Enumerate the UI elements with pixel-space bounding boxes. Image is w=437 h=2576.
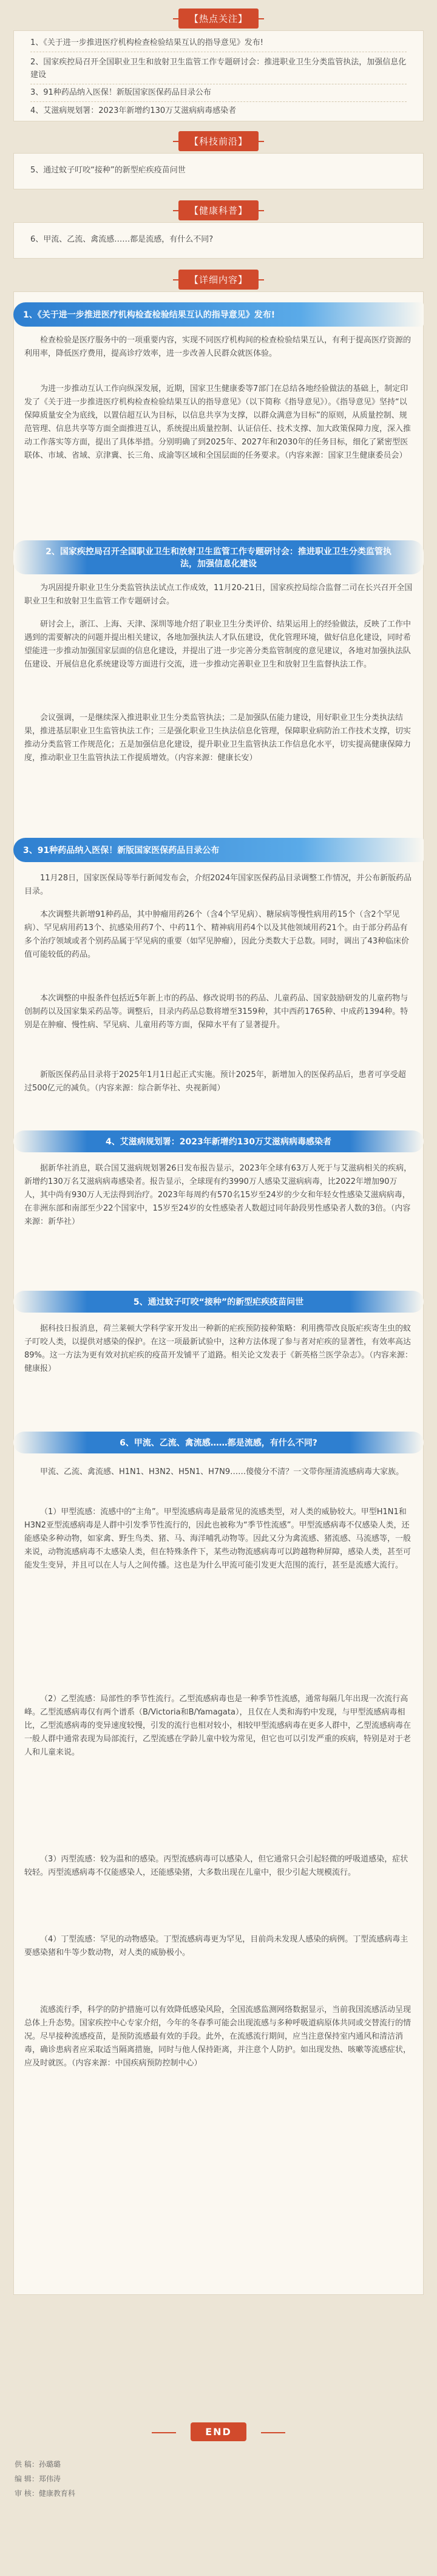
detail-2-para-2: 研讨会上，浙江、上海、天津、深圳等地介绍了职业卫生分类评价、结果运用上的经验做法，反映了工作中遇到的需要解决的问题并提出相关建议，各地加强执法人才队伍建设，优化管理环境，做好信息化建设，同时希望能进一步推动加强国家层面的信息化建设，并提出了进一步完善分类监管制度的意见建议，各地对加强执法队伍建设、开展信息化系统建设等方面进行交流，进一步推动完善职业卫生和放射卫生监督执法工作。	[24, 620, 412, 669]
science-item-5[interactable]: 5、通过蚊子叮咬“接种”的新型疟疾疫苗问世	[30, 166, 186, 175]
detail-title-4: 4、艾滋病规划署：2023年新增约130万艾滋病病毒感染者	[13, 1130, 424, 1152]
detail-6-para-2: （1）甲型流感：流感中的“主角”。甲型流感病毒是最常见的流感类型，对人类的威胁较大。甲型H1N1和H3N2亚型流感病毒是人群中引发季节性流行的，因此也被称为“季节性流感”。甲型流感病毒不仅感染人类，还能感染多种动物，如家禽、野生鸟类、猪、马、海洋哺乳动物等。因此又分为禽流感、猪流感、马流感等，一般来说，动物流感病毒不太感染人类，但在特殊条件下，某些动物流感病毒可以跨越物种屏障，感染人类，甚至可能发生变异，并且可以在人与人之间传播。这也是为什么甲流可能引发更大范围的流行，甚至是流感大流行。	[24, 1507, 412, 1570]
section-tag-hot: 【热点关注】	[178, 8, 259, 29]
detail-title-2: 2、国家疾控局召开全国职业卫生和放射卫生监管工作专题研讨会：推进职业卫生分类监管执法，加强信息化建设	[13, 540, 424, 574]
detail-title-5: 5、通过蚊子叮咬“接种”的新型疟疾疫苗问世	[13, 1291, 424, 1313]
health-item-6[interactable]: 6、甲流、乙流、禽流感……都是流感，有什么不同?	[30, 235, 214, 244]
hot-item-4[interactable]: 4、艾滋病规划署：2023年新增约130万艾滋病病毒感染者	[30, 106, 237, 115]
detail-title-6: 6、甲流、乙流、禽流感……都是流感，有什么不同?	[13, 1432, 424, 1453]
section-header-health	[0, 200, 437, 220]
credit-editor: 编 辑：郑伟涛	[15, 2475, 61, 2483]
section-tag-science: 【科技前沿】	[178, 131, 259, 151]
detail-3-para-1: 11月28日，国家医保局等举行新闻发布会，介绍2024年国家医保药品目录调整工作情况，并公布新版药品目录。	[24, 874, 412, 896]
detail-5-para-1: 据科技日报消息，荷兰莱顿大学科学家开发出一种新的疟疾预防接种策略：利用携带改良版疟疾寄生虫的蚊子叮咬人类，以提供对感染的保护。在这一项最新试验中，这种方法体现了参与者对疟疾的显著性，有效率高达89%。这一方法为更有效对抗疟疾的疫苗开发铺平了道路。相关论文发表于《新英格兰医学杂志》。（内容来源：健康报）	[24, 1324, 413, 1373]
section-tag-detail: 【详细内容】	[178, 270, 259, 290]
detail-6-para-1: 甲流、乙流、禽流感、H1N1、H3N2、H5N1、H7N9……傻傻分不清？一文带你厘清流感病毒大家族。	[40, 1467, 404, 1477]
credit-author: 供 稿：孙璐璐	[15, 2460, 61, 2469]
hot-item-2[interactable]: 2、国家疾控局召开全国职业卫生和放射卫生监管工作专题研讨会：推进职业卫生分类监管执法，加强信息化建设	[30, 56, 407, 84]
section-header-hot	[0, 8, 437, 29]
section-tag-health: 【健康科普】	[178, 200, 259, 220]
detail-3-para-4: 新版医保药品目录将于2025年1月1日起正式实施。预计2025年，新增加入的医保药品后，患者可享受超过500亿元的减负。（内容来源：综合新华社、央视新闻）	[24, 1070, 406, 1093]
credit-review: 审 核：健康教育科	[15, 2489, 75, 2498]
detail-3-para-2: 本次调整共新增91种药品，其中肿瘤用药26个（含4个罕见病）、糖尿病等慢性病用药15个（含2个罕见病）、罕见病用药13个、抗感染用药7个、中药11个、精神病用药4个以及其他领域用药21个。由于部分药品有多个治疗领域或者个别药品属于罕见病的重要（如罕见肿瘤），因此分类数大于总数。同时，调出了43种临床价值可能较低的药品。	[24, 910, 410, 959]
detail-6-para-4: （3）丙型流感：较为温和的感染。丙型流感病毒可以感染人，但它通常只会引起轻微的呼吸道感染，症状较轻。丙型流感病毒不仅能感染人，还能感染猪，大多数出现在儿童中，很少引起大规模流行。	[24, 1855, 408, 1877]
detail-1-para-1: 检查检验是医疗服务中的一项重要内容，实现不同医疗机构间的检查检验结果互认，有利于提高医疗资源的利用率，降低医疗费用，提高诊疗效率，进一步改善人民群众就医体验。	[24, 336, 412, 358]
section-header-detail	[0, 270, 437, 290]
detail-6-para-3: （2）乙型流感：局部性的季节性流行。乙型流感病毒也是一种季节性流感，通常每隔几年出现一次流行高峰。乙型流感病毒仅有两个谱系（B/Victoria和B/Yamagata），且仅在人类和海豹中发现，与甲型流感病毒相比，乙型流感病毒的变异速度较慢，引发的流行也相对较小，相较甲型流感病毒在更多人群中，乙型流感病毒在一般人群中通常表现为局部流行，乙型流感在学龄儿童中较为常见，但它也可以引发严重的疾病，特别是对于老人和儿童来说。	[24, 1694, 412, 1757]
section-header-science	[0, 131, 437, 151]
hot-item-3[interactable]: 3、91种药品纳入医保！新版国家医保药品目录公布	[30, 86, 407, 102]
end-mark	[0, 2422, 437, 2441]
detail-6-para-6: 流感流行季，科学的防护措施可以有效降低感染风险，全国流感监测网络数据显示，当前我国流感活动呈现总体上升态势。国家疾控中心专家介绍，今年的冬春季可能会出现流感与多种呼吸道病原体共同或交替流行的情况。尽早接种流感疫苗，是预防流感最有效的手段。此外，在流感流行期间，应当注意保持室内通风和清洁消毒，确诊患病者应采取适当隔离措施，同时与他人保持距离，并注意个人防护。如出现发热、咳嗽等流感症状，应及时就医。（内容来源：中国疾病预防控制中心）	[24, 2005, 412, 2068]
detail-3-para-3: 本次调整的申报条件包括近5年新上市的药品、修改说明书的药品、儿童药品、国家鼓励研发的儿童药物与创制药以及国家集采药品等。调整后，目录内药品总数将增至3159种，其中西药1765种、中成药1394种。特别是在肿瘤、慢性病、罕见病、儿童用药等方面，保障水平有了显著提升。	[24, 994, 408, 1030]
hot-item-1[interactable]: 1、《关于进一步推进医疗机构检查检验结果互认的指导意见》发布!	[30, 36, 407, 52]
detail-6-para-5: （4）丁型流感：罕见的动物感染。丁型流感病毒更为罕见，目前尚未发现人感染的病例。丁型流感病毒主要感染猪和牛等少数动物，对人类的威胁极小。	[24, 1935, 408, 1957]
detail-2-para-1: 为巩固提升职业卫生分类监管执法试点工作成效，11月20-21日，国家疾控局综合监督二司在长兴召开全国职业卫生和放射卫生监管工作专题研讨会。	[24, 583, 413, 606]
detail-title-3: 3、91种药品纳入医保！新版国家医保药品目录公布	[13, 838, 424, 862]
detail-1-para-2: 为进一步推动互认工作向纵深发展，近期，国家卫生健康委等7部门在总结各地经验做法的基础上，制定印发了《关于进一步推进医疗机构检查检验结果互认的指导意见》（以下简称《指导意见》）。《指导意见》坚持“以保障质量安全为底线，以置信超互认为目标，以信息共享为支撑，以群众满意为目标”的原则，从质量控制、规范管理、信息共享等方面全面推进互认，系统提出质量控制、认证信任、技术支撑、加大政策保障力度，深入推动工作落实等方面，提出了具体举措。分别明确了到2025年、2027年和2030年的任务目标，细化了紧密型医联体、市域、省域、京津冀、长三角、成渝等区域和全国层面的任务要求。（内容来源：国家卫生健康委员会）	[24, 384, 412, 460]
end-label: END	[191, 2422, 246, 2441]
detail-4-para-1: 据新华社消息，联合国艾滋病规划署26日发布报告显示，2023年全球有63万人死于与艾滋病相关的疾病，新增约130万名艾滋病病毒感染者。报告显示，全球现有约3990万人感染艾滋病病毒，比2022年增加90万人，其中尚有930万人无法得到治疗。2023年每周约有570名15岁至24岁的少女和年轻女性感染艾滋病病毒，在非洲东部和南部至少22个国家中，15岁至24岁的女性感染者人数超过同年龄段男性感染者人数的3倍。（内容来源：新华社）	[24, 1164, 412, 1226]
detail-2-para-3: 会议强调，一是继续深入推进职业卫生分类监管执法；二是加强队伍能力建设，用好职业卫生分类执法结果，推进基层职业卫生监管执法工作；三是强化职业卫生执法信息化管理，保障职业病防治工作技术支撑，切实推动分类监管工作规范化；五是加强信息化建设，提升职业卫生监管执法工作信息化水平，切实提高健康保障力度，推动职业卫生监管执法工作提质增效。（内容来源：健康长安）	[24, 713, 412, 763]
detail-title-1: 1、《关于进一步推进医疗机构检查检验结果互认的指导意见》发布!	[13, 302, 424, 327]
